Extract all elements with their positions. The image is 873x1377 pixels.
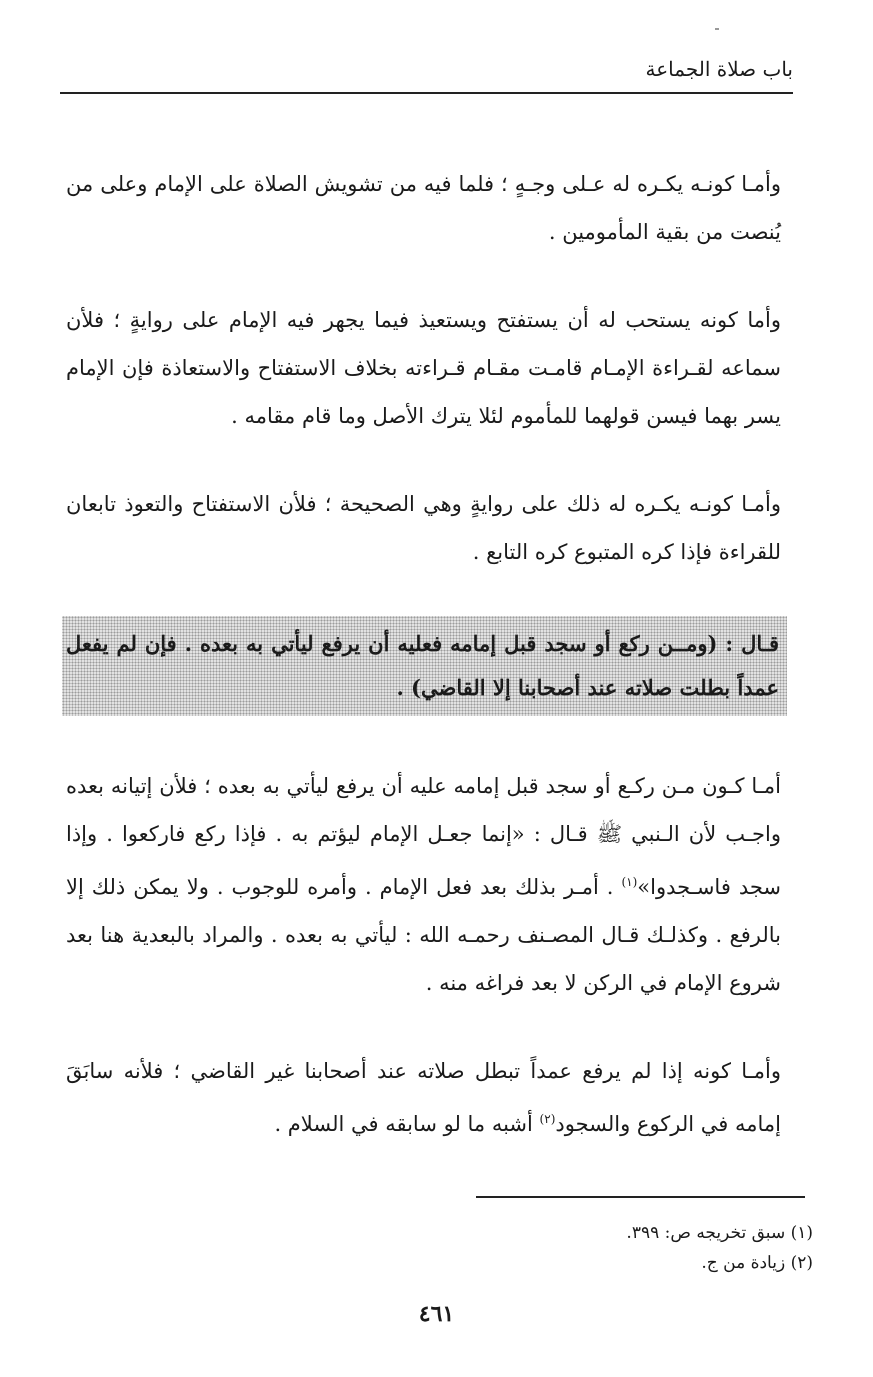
footnote-separator xyxy=(476,1196,805,1198)
paragraph-4-text-a: أمـا كـون مـن ركـع أو سجد قبل إمامه عليه أن يرفع ليأتي به بعده ؛ فلأن إتيانه بعده واجـب لأن الـنبي ﷺ قـال : «إنما جعـل الإمام ليؤتم به . فإذا ركع فاركعوا . وإذا سجد فاسـجدوا» xyxy=(66,774,782,899)
footnote-ref-1: (١) xyxy=(621,875,638,889)
paragraph-5-text-a: وأمـا كونه إذا لم يرفع عمداً تبطل صلاته عند أصحابنا غير القاضي ؛ فلأنه سابَقَ إمامه في الركوع والسجود xyxy=(66,1059,781,1136)
footnote-1: (١) سبق تخريجه ص: ٣٩٩. xyxy=(626,1223,813,1243)
running-header xyxy=(60,52,793,94)
footnote-2: (٢) زيادة من ج. xyxy=(701,1253,813,1273)
speck xyxy=(715,28,719,30)
paragraph-3: وأمـا كونـه يكـره له ذلك على روايةٍ وهي الصحيحة ؛ فلأن الاستفتاح والتعوذ تابعان للقراءة فإذا كره المتبوع كره التابع . xyxy=(66,492,781,564)
matn-quote-box: قـال : (ومــن ركع أو سجد قبل إمامه فعليه أن يرفع ليأتي به بعده . فإن لم يفعل عمداً بطلت صلاته عند أصحابنا إلا القاضي) . xyxy=(62,616,787,716)
paragraph-5 xyxy=(66,1047,781,1148)
footnote-ref-2: (٢) xyxy=(539,1112,556,1126)
paragraph-5-text-b: أشبه ما لو سابقه في السلام . xyxy=(274,1112,540,1136)
paragraph-1: وأمـا كونـه يكـره له عـلى وجـهٍ ؛ فلما فيه من تشويش الصلاة على الإمام وعلى من يُنصت من بقية المأمومين . xyxy=(66,172,781,244)
main-text xyxy=(66,160,781,1188)
page-number: ٤٦١ xyxy=(418,1301,455,1327)
footnotes xyxy=(413,1218,813,1278)
chapter-title: باب صلاة الجماعة xyxy=(645,57,793,81)
paragraph-4 xyxy=(66,762,781,1007)
paragraph-2: وأما كونه يستحب له أن يستفتح ويستعيذ فيما يجهر فيه الإمام على روايةٍ ؛ فلأن سماعه لقـراءة الإمـام قامـت مقـام قـراءته بخلاف الاستفتاح والاستعاذة فإن الإمام يسر بهما فيسن قولهما للمأموم لئلا يترك الأصل وما قام مقامه . xyxy=(66,308,781,428)
paragraph-4-text-b: . أمـر بذلك بعد فعل الإمام . وأمره للوجوب . ولا يمكن ذلك إلا بالرفع . وكذلـك قـال المصـنف رحمـه الله : ليأتي به بعده . والمراد بالبعدية هنا بعد شروع الإمام في الركن لا بعد فراغه منه . xyxy=(66,875,781,995)
